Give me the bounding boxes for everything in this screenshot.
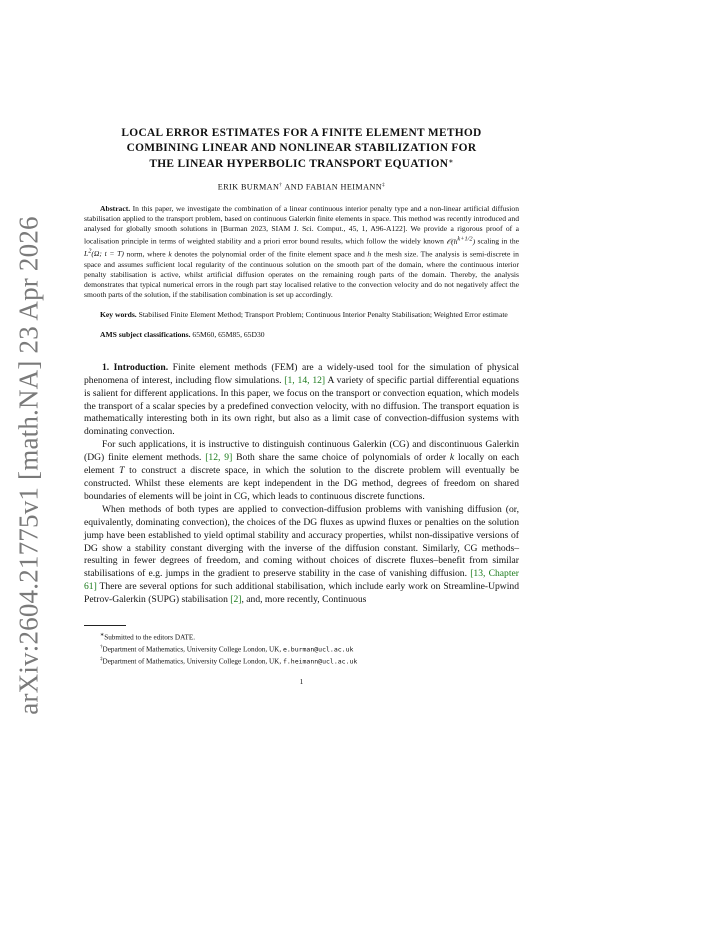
footnote-burman-affiliation: †Department of Mathematics, University College London, UK, e.burman@ucl.ac.uk bbox=[100, 645, 354, 654]
footnote-heimann-affiliation: ‡Department of Mathematics, University College London, UK, f.heimann@ucl.ac.uk bbox=[100, 657, 358, 666]
citation-link[interactable]: [1, 14, 12] bbox=[284, 374, 326, 386]
email-burman[interactable]: e.burman@ucl.ac.uk bbox=[282, 645, 354, 654]
ams-classifications: AMS subject classifications. 65M60, 65M85, 65D30 bbox=[100, 329, 265, 339]
arxiv-identifier-stamp bbox=[6, 216, 52, 715]
footnotes bbox=[84, 631, 519, 667]
author-heimann: FABIAN HEIMANN bbox=[305, 182, 383, 192]
paper-title bbox=[84, 126, 519, 172]
keywords: Key words. Stabilised Finite Element Method; Transport Problem; Continuous Interior Penalty Stabilisation; Weighted Error estimate bbox=[100, 309, 508, 319]
keywords-label: Key words. bbox=[100, 309, 137, 319]
title-line-2: COMBINING LINEAR AND NONLINEAR STABILIZATION FOR bbox=[126, 141, 477, 154]
paper-page bbox=[84, 126, 519, 686]
citation-link[interactable]: [13, Chapter 61] bbox=[84, 568, 519, 593]
title-line-3: THE LINEAR HYPERBOLIC TRANSPORT EQUATION∗ bbox=[149, 158, 454, 170]
ams-label: AMS subject classifications. bbox=[100, 329, 191, 339]
citation-link[interactable]: [2] bbox=[230, 594, 242, 606]
intro-paragraph-2: For such applications, it is instructive to distinguish continuous Galerkin (CG) and discontinuous Galerkin (DG) finite element methods. [12, 9] Both share the same choice of polynomials of order k locally on each element T to construct a discrete space, in which the solution to the discrete problem will eventually be constructed. Whilst these elements are kept independent in the DG method, degrees of freedom on shared boundaries of elements will be joint in CG, which leads to continuous discrete functions. bbox=[84, 439, 520, 502]
email-heimann[interactable]: f.heimann@ucl.ac.uk bbox=[282, 657, 358, 666]
introduction-section bbox=[84, 362, 519, 607]
author-burman: ERIK BURMAN bbox=[217, 182, 280, 192]
abstract-label: Abstract. bbox=[100, 204, 131, 214]
section-heading: 1. Introduction. bbox=[102, 361, 169, 373]
intro-paragraph-3: When methods of both types are applied to convection-diffusion problems with vanishing diffusion (or, equivalently, dominating convection), the choices of the DG fluxes as upwind fluxes or penalties on the solution jump have been established to yield optimal stability and accuracy properties, whilst non-dissipative versions of DG show a stability constant diverging with the inverse of the diffusion constant. Similarly, CG methods–resulting in fewer degrees of freedom, and coming without choices of discrete fluxes–benefit from similar stabilisations of e.g. jumps in the gradient to preserve stability in the case of vanishing diffusion. [13, Chapter 61] There are several options for such additional stabilisation, which include early work on Streamline-Upwind Petrov-Galerkin (SUPG) stabilisation [2], and, more recently, Continuous bbox=[84, 503, 519, 606]
citation-link[interactable]: [12, 9] bbox=[205, 452, 233, 464]
author-list: ERIK BURMAN† AND FABIAN HEIMANN‡ bbox=[217, 181, 386, 192]
intro-paragraph-1: 1. Introduction. Finite element methods (FEM) are a widely-used tool for the simulation of physical phenomena of interest, including flow simulations. [1, 14, 12] A variety of specific partial differential equations is salient for different applications. In this paper, we focus on the transport or convection equation, which models the transport of a scalar species by a predefined convection velocity, with no diffusion. The transport equation is mathematically interesting both in its own right, but also as a limit case of convection-diffusion systems with dominating convection. bbox=[84, 361, 519, 438]
arxiv-identifier-text: arXiv:2604.21775v1 [math.NA] 23 Apr 2026 bbox=[13, 216, 44, 715]
footnote-submitted: ∗Submitted to the editors DATE. bbox=[100, 633, 196, 642]
footnote-divider bbox=[84, 625, 126, 626]
abstract: Abstract. In this paper, we investigate the combination of a linear continuous interior penalty type and a non-linear artificial diffusion stabilisation applied to the transport problem, based on continuous Galerkin finite elements in space. This method was recently introduced and analysed for globally smooth solutions in [Burman 2023, SIAM J. Sci. Comput., 45, 1, A96-A122]. We provide a rigorous proof of a localisation principle in terms of weighted stability and a priori error bound results, which follow the widely known $𝒪(h^{k+1/2})$ scaling in the $L^2(\Omega$; t = T) norm, where k denotes the polynomial order of the finite element space and h the mesh size. The analysis is semi-discrete in space and assumes sufficient local regularity of the continuous solution on the smooth part of the domain, where the continuous interior penalty stabilisation is active, whilst artificial diffusion operates on the remaining rough parts of the domain. Thereby, the analysis demonstrates that typical numerical errors in the rough part stay localised relative to the convection velocity and do not negatively affect the smooth parts of the solution, if the stabilisation combination is set up accordingly. bbox=[84, 204, 520, 299]
page-number: 1 bbox=[299, 676, 304, 686]
title-line-1: LOCAL ERROR ESTIMATES FOR A FINITE ELEMENT METHOD bbox=[121, 127, 482, 139]
